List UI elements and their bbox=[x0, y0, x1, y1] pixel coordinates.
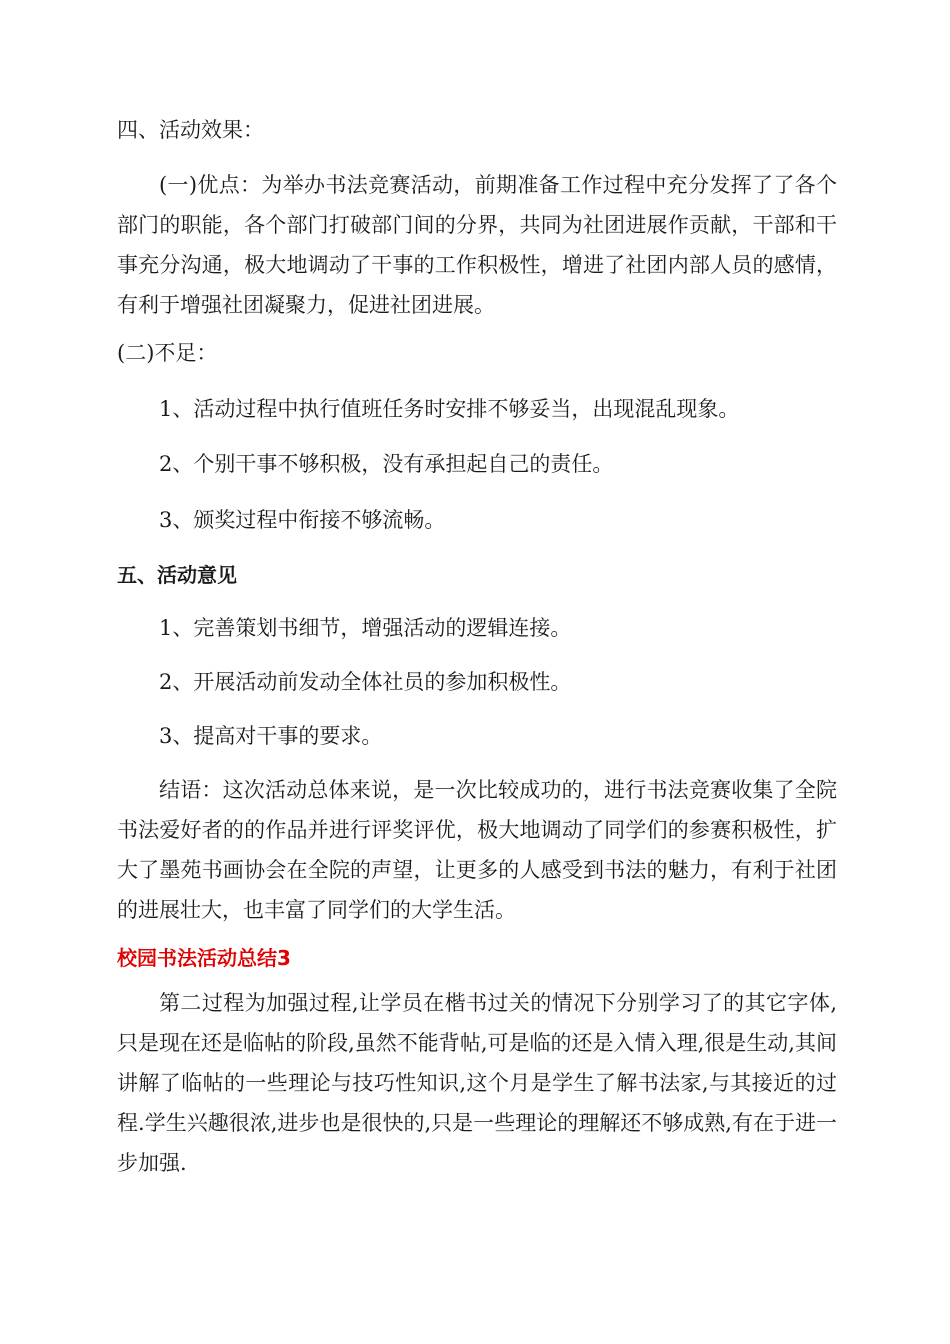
shortcomings-heading: (二)不足： bbox=[117, 341, 218, 365]
conclusion-paragraph: 结语：这次活动总体来说，是一次比较成功的，进行书法竞赛收集了全院书法爱好者的的作品并进行评奖评优，极大地调动了同学们的参赛积极性，扩大了墨苑书画协会在全院的声望，让更多的人感受到书法的魅力，有利于社团的进展壮大，也丰富了同学们的大学生活。 bbox=[117, 778, 837, 922]
summary3-title: 校园书法活动总结3 bbox=[117, 946, 291, 970]
suggestion-item-2: 2、开展活动前发动全体社员的参加积极性。 bbox=[159, 670, 572, 694]
suggestion-item-3: 3、提高对干事的要求。 bbox=[159, 724, 383, 748]
section5-heading: 五、活动意见 bbox=[117, 563, 237, 587]
shortcoming-item-1: 1、活动过程中执行值班任务时安排不够妥当，出现混乱现象。 bbox=[159, 397, 740, 421]
summary3-paragraph: 第二过程为加强过程,让学员在楷书过关的情况下分别学习了的其它字体,只是现在还是临帖的阶段,虽然不能背帖,可是临的还是入情入理,很是生动,其间讲解了临帖的一些理论与技巧性知识,这个月是学生了解书法家,与其接近的过程.学生兴趣很浓,进步也是很快的,只是一些理论的理解还不够成熟,有在于进一步加强. bbox=[117, 991, 837, 1175]
advantages-paragraph: (一)优点：为举办书法竞赛活动，前期准备工作过程中充分发挥了了各个部门的职能，各个部门打破部门间的分界，共同为社团进展作贡献，干部和干事充分沟通，极大地调动了干事的工作积极性，增进了社团内部人员的感情，有利于增强社团凝聚力，促进社团进展。 bbox=[117, 173, 837, 317]
shortcoming-item-2: 2、个别干事不够积极，没有承担起自己的责任。 bbox=[159, 452, 614, 476]
shortcoming-item-3: 3、颁奖过程中衔接不够流畅。 bbox=[159, 508, 446, 532]
section4-heading: 四、活动效果： bbox=[117, 118, 264, 142]
suggestion-item-1: 1、完善策划书细节，增强活动的逻辑连接。 bbox=[159, 616, 572, 640]
